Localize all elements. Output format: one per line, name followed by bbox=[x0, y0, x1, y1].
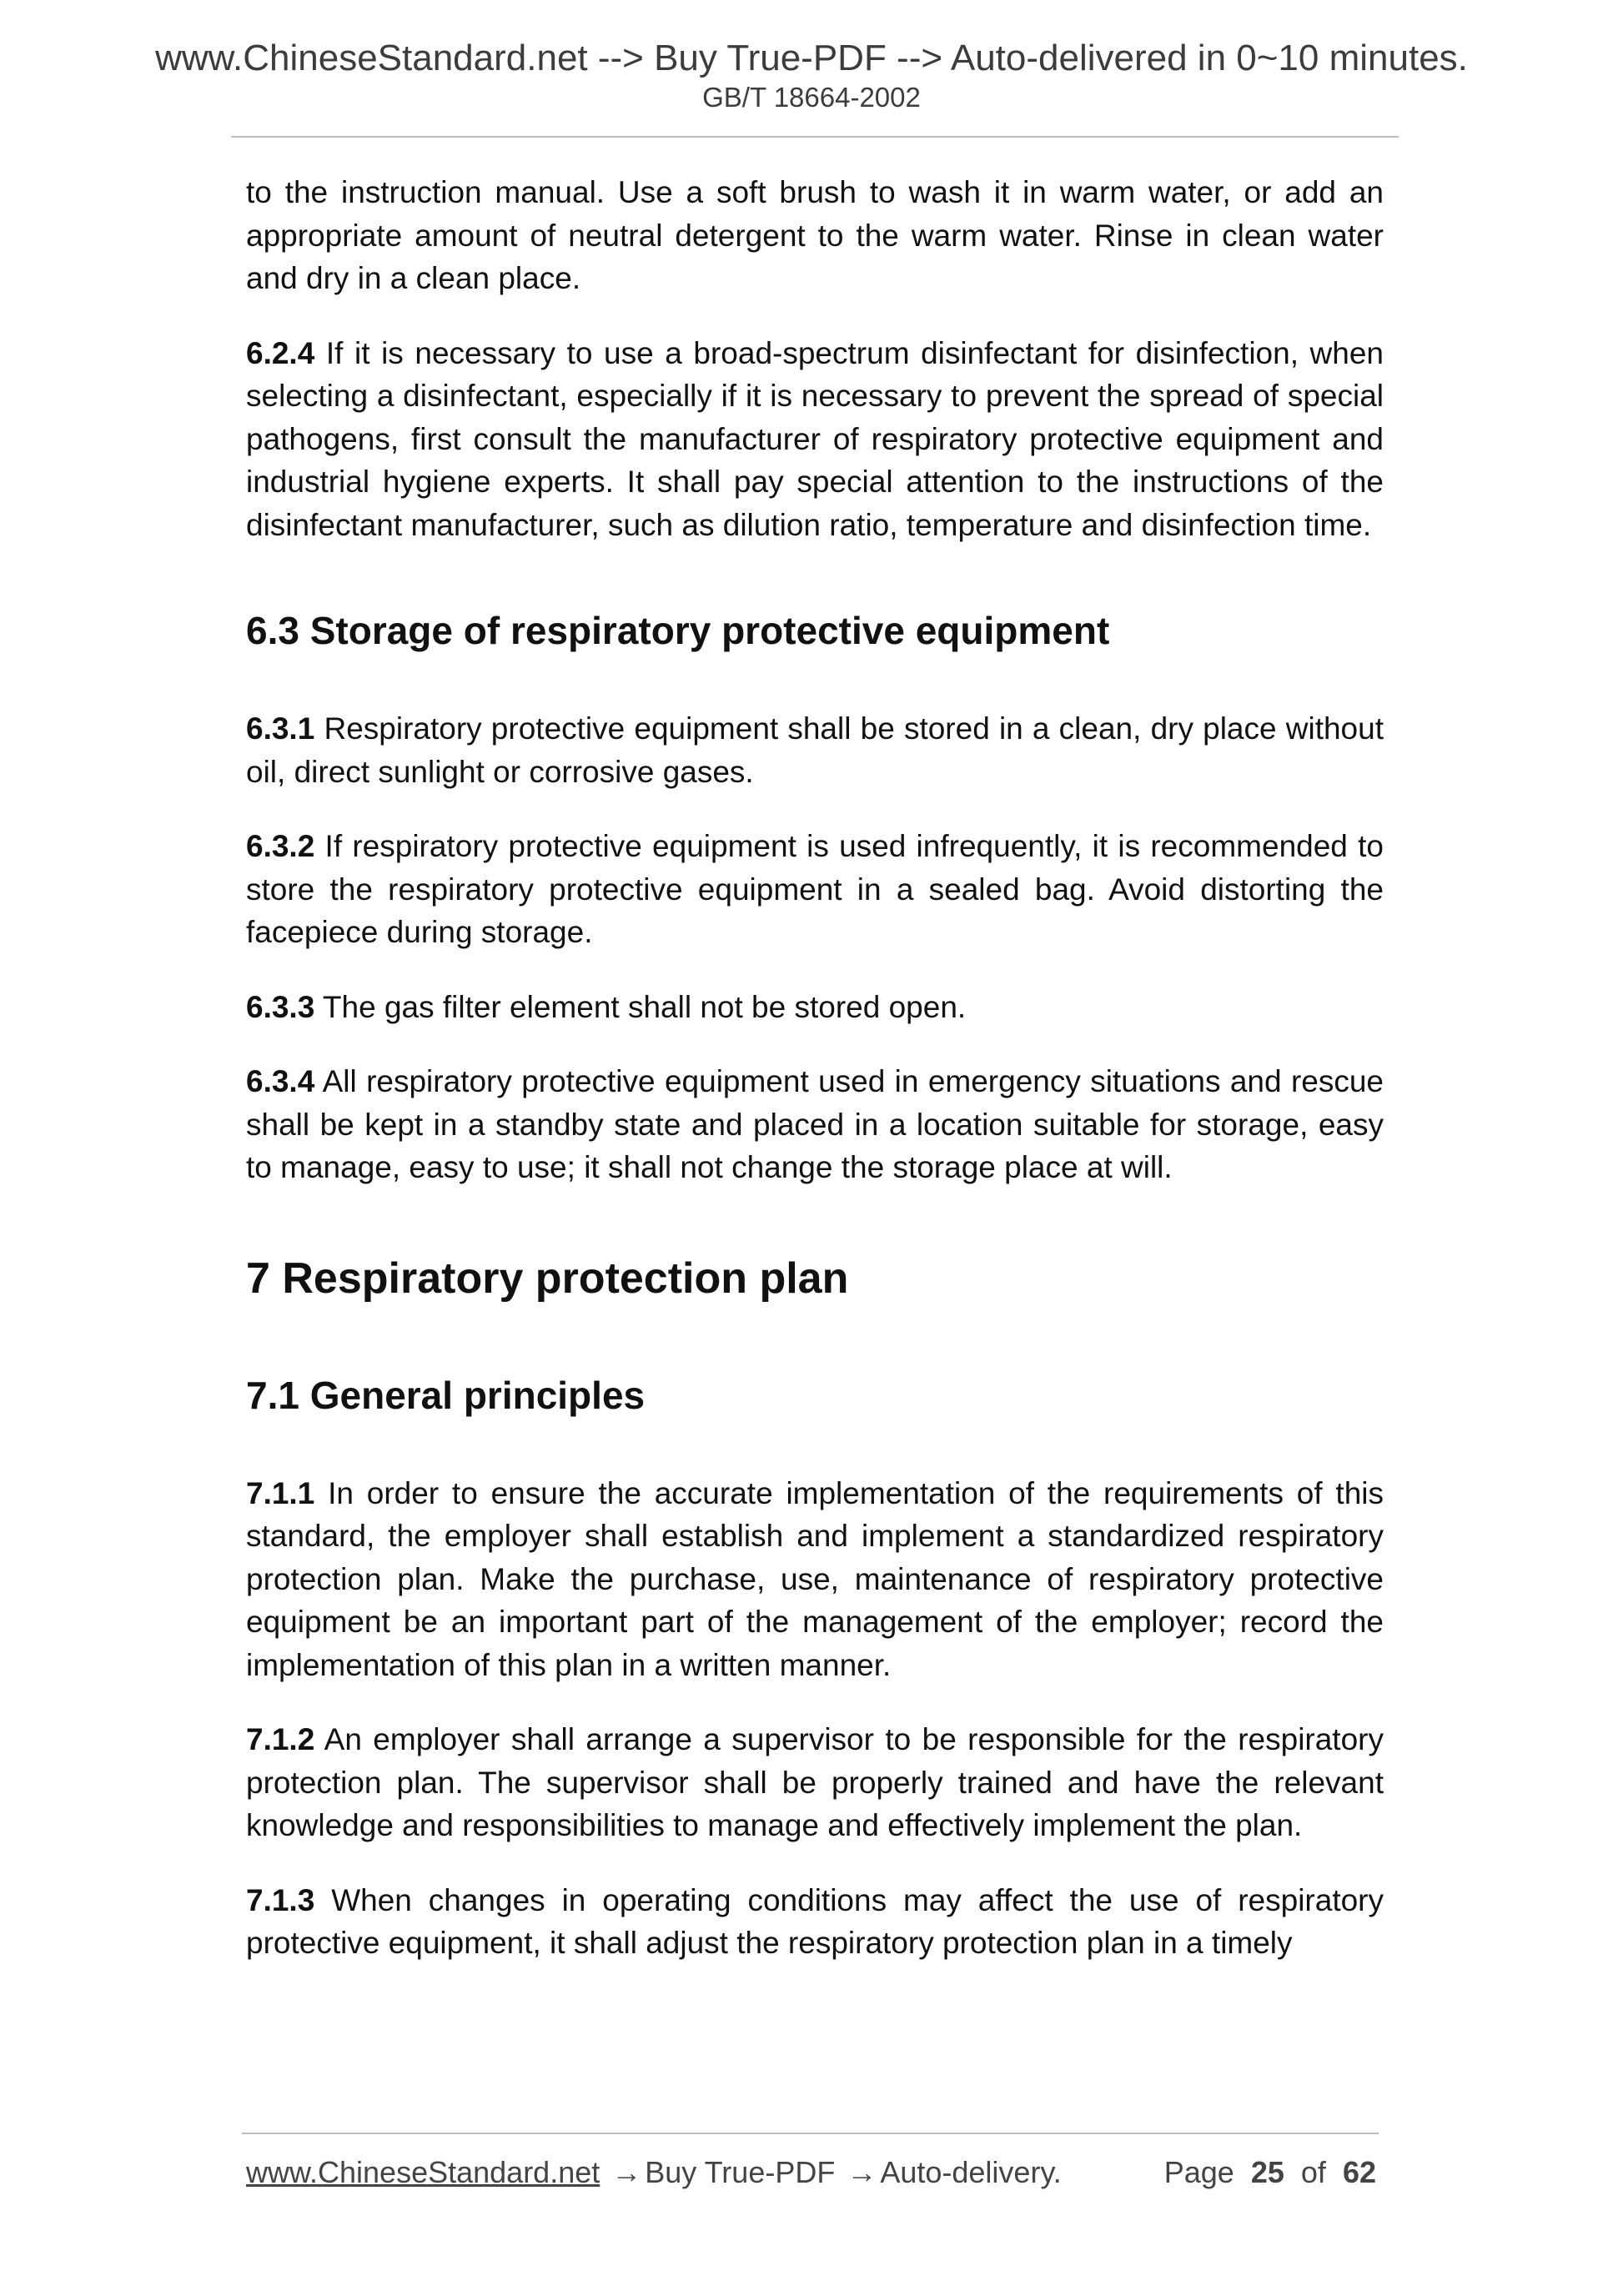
page-label: Page bbox=[1163, 2155, 1234, 2189]
clause-number: 6.2.4 bbox=[246, 335, 315, 370]
clause-text: An employer shall arrange a supervisor to be responsible for the respiratory protection plan. The supervisor shall be properly trained and have the relevant knowledge and responsibilities to manage and effectively implement the plan. bbox=[246, 1722, 1384, 1842]
clause-6-3-2 bbox=[246, 825, 1384, 954]
footer-website-link[interactable]: www.ChineseStandard.net bbox=[246, 2155, 600, 2189]
header-banner: www.ChineseStandard.net --> Buy True-PDF --> Auto-delivered in 0~10 minutes. bbox=[155, 38, 1468, 78]
page-footer bbox=[246, 2154, 1376, 2191]
clause-number: 6.3.4 bbox=[246, 1064, 315, 1098]
clause-7-1-1 bbox=[246, 1472, 1384, 1687]
current-page-number: 25 bbox=[1250, 2155, 1284, 2189]
clause-7-1-3 bbox=[246, 1879, 1384, 1965]
clause-number: 6.3.3 bbox=[246, 989, 315, 1024]
clause-number: 6.3.1 bbox=[246, 711, 315, 746]
section-heading-7-1: 7.1 General principles bbox=[246, 1373, 646, 1417]
clause-6-3-3 bbox=[246, 986, 1384, 1029]
clause-text: If respiratory protective equipment is used infrequently, it is recommended to store the respiratory protective equipment in a sealed bag. Avoid distorting the facepiece during storage. bbox=[246, 829, 1384, 949]
total-pages-number: 62 bbox=[1342, 2155, 1376, 2189]
arrow-right-icon: → bbox=[611, 2155, 642, 2189]
footer-delivery-text: Auto-delivery. bbox=[880, 2155, 1062, 2189]
clause-6-3-4 bbox=[246, 1060, 1384, 1189]
paragraph-continued: to the instruction manual. Use a soft brush to wash it in warm water, or add an appropriate amount of neutral detergent to the warm water. Rinse in clean water and dry in a clean place. bbox=[246, 175, 1384, 295]
clause-number: 7.1.1 bbox=[246, 1475, 315, 1510]
clause-text: Respiratory protective equipment shall be stored in a clean, dry place without oil, direct sunlight or corrosive gases. bbox=[246, 711, 1384, 789]
clause-number: 6.3.2 bbox=[246, 829, 315, 863]
header-divider bbox=[231, 136, 1399, 138]
clause-text: The gas filter element shall not be stored open. bbox=[314, 989, 967, 1024]
clause-text: In order to ensure the accurate implementation of the requirements of this standard, the employer shall establish and implement a standardized respiratory protection plan. Make the purchase, use, maintenance of respiratory protective equipment be an important part of the management of the employer; record the implementation of this plan in a written manner. bbox=[246, 1475, 1384, 1682]
clause-7-1-2 bbox=[246, 1718, 1384, 1847]
clause-text: When changes in operating conditions may affect the use of respiratory protective equipment, it shall adjust the respiratory protection plan in a timely bbox=[246, 1882, 1384, 1960]
footer-divider bbox=[242, 2133, 1379, 2134]
section-heading-6-3: 6.3 Storage of respiratory protective equipment bbox=[246, 609, 1110, 652]
arrow-right-icon: → bbox=[847, 2155, 877, 2189]
clause-6-3-1 bbox=[246, 707, 1384, 793]
clause-number: 7.1.2 bbox=[246, 1722, 315, 1756]
of-label: of bbox=[1300, 2155, 1326, 2189]
document-id: GB/T 18664-2002 bbox=[702, 82, 921, 113]
clause-6-2-4 bbox=[246, 332, 1384, 547]
page-content bbox=[246, 171, 1384, 1965]
chapter-heading-7: 7 Respiratory protection plan bbox=[246, 1254, 849, 1303]
clause-text: All respiratory protective equipment used in emergency situations and rescue shall be kept in a standby state and placed in a location suitable for storage, easy to manage, easy to use; it shall not change the storage place at will. bbox=[246, 1064, 1384, 1184]
footer-buy-text: Buy True-PDF bbox=[645, 2155, 836, 2189]
page-indicator bbox=[1164, 2154, 1376, 2191]
clause-number: 7.1.3 bbox=[246, 1882, 315, 1917]
clause-text: If it is necessary to use a broad-spectrum disinfectant for disinfection, when selecting a disinfectant, especially if it is necessary to prevent the spread of special pathogens, first consult the manufacturer of respiratory protective equipment and industrial hygiene experts. It shall pay special attention to the instructions of the disinfectant manufacturer, such as dilution ratio, temperature and disinfection time. bbox=[246, 335, 1384, 542]
